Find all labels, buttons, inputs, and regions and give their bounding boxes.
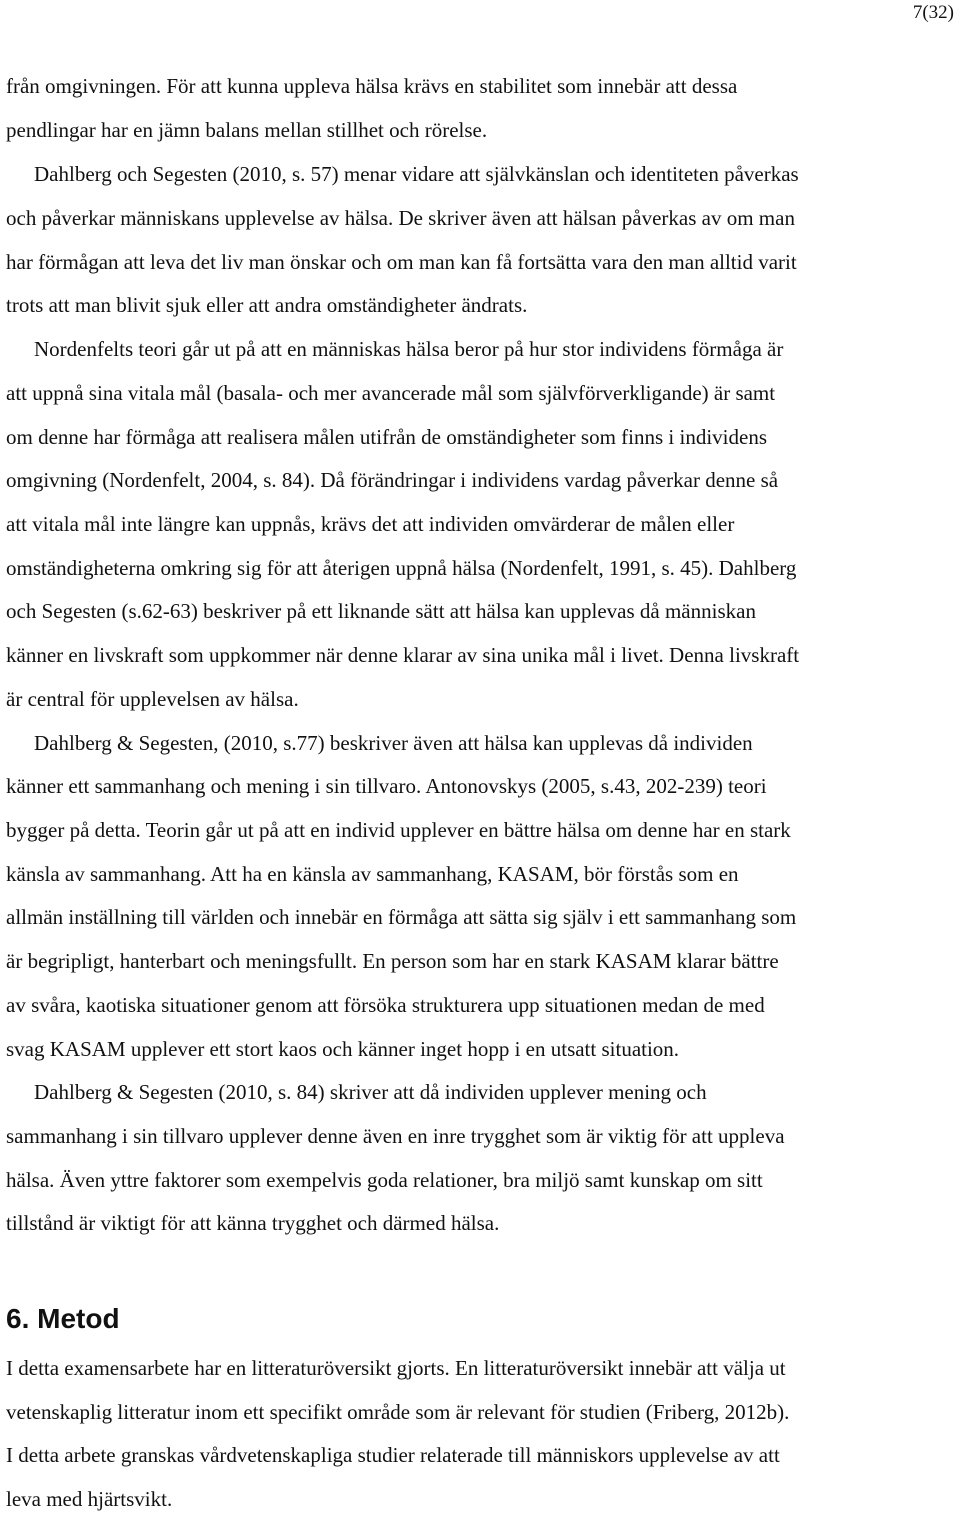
- text-line: om denne har förmåga att realisera målen utifrån de omständigheter som finns i individens: [6, 425, 768, 449]
- text-line: I detta arbete granskas vårdvetenskapliga studier relaterade till människors upplevelse av att: [6, 1443, 780, 1467]
- text-line: att vitala mål inte längre kan uppnås, krävs det att individen omvärderar de målen eller: [6, 512, 735, 536]
- text-line: Nordenfelts teori går ut på att en människas hälsa beror på hur stor individens förmåga är: [34, 337, 784, 361]
- text-line: känsla av sammanhang. Att ha en känsla av sammanhang, KASAM, bör förstås som en: [6, 862, 739, 886]
- text-line: Dahlberg & Segesten (2010, s. 84) skriver att då individen upplever mening och: [34, 1080, 707, 1104]
- text-line: Dahlberg & Segesten, (2010, s.77) beskriver även att hälsa kan upplevas då individen: [34, 731, 753, 755]
- text-line: hälsa. Även yttre faktorer som exempelvis goda relationer, bra miljö samt kunskap om sitt: [6, 1168, 763, 1192]
- text-line: Dahlberg och Segesten (2010, s. 57) menar vidare att självkänslan och identiteten påverkas: [34, 162, 799, 186]
- text-line: känner ett sammanhang och mening i sin tillvaro. Antonovskys (2005, s.43, 202-239) teori: [6, 774, 767, 798]
- text-line: allmän inställning till världen och innebär en förmåga att sätta sig själv i ett sammanhang som: [6, 905, 797, 929]
- text-line: pendlingar har en jämn balans mellan stillhet och rörelse.: [6, 118, 488, 142]
- text-line: är central för upplevelsen av hälsa.: [6, 687, 299, 711]
- text-line: sammanhang i sin tillvaro upplever denne även en inre trygghet som är viktig för att uppleva: [6, 1124, 785, 1148]
- text-line: är begripligt, hanterbart och meningsfullt. En person som har en stark KASAM klarar bättre: [6, 949, 779, 973]
- page-number: 7(32): [912, 2, 954, 23]
- text-line: omständigheterna omkring sig för att återigen uppnå hälsa (Nordenfelt, 1991, s. 45). Dahlberg: [6, 556, 797, 580]
- text-line: omgivning (Nordenfelt, 2004, s. 84). Då förändringar i individens vardag påverkar denne så: [6, 468, 779, 492]
- text-line: har förmågan att leva det liv man önskar och om man kan få fortsätta vara den man alltid varit: [6, 250, 797, 274]
- text-line: leva med hjärtsvikt.: [6, 1487, 173, 1511]
- text-line: trots att man blivit sjuk eller att andra omständigheter ändrats.: [6, 293, 528, 317]
- text-line: känner en livskraft som uppkommer när denne klarar av sina unika mål i livet. Denna livskraft: [6, 643, 800, 667]
- text-line: och påverkar människans upplevelse av hälsa. De skriver även att hälsan påverkas av om man: [6, 206, 795, 230]
- text-line: bygger på detta. Teorin går ut på att en individ upplever en bättre hälsa om denne har en stark: [6, 818, 791, 842]
- text-line: svag KASAM upplever ett stort kaos och känner inget hopp i en utsatt situation.: [6, 1037, 680, 1061]
- text-line: tillstånd är viktigt för att känna trygghet och därmed hälsa.: [6, 1211, 500, 1235]
- text-line: från omgivningen. För att kunna uppleva hälsa krävs en stabilitet som innebär att dessa: [6, 74, 738, 98]
- text-line: vetenskaplig litteratur inom ett specifikt område som är relevant för studien (Friberg, 2012b).: [6, 1400, 790, 1424]
- text-line: att uppnå sina vitala mål (basala- och mer avancerade mål som självförverkligande) är samt: [6, 381, 776, 405]
- section-heading: 6. Metod: [6, 1303, 120, 1334]
- text-line: och Segesten (s.62-63) beskriver på ett liknande sätt att hälsa kan upplevas då människan: [6, 599, 756, 623]
- text-line: I detta examensarbete har en litteraturöversikt gjorts. En litteraturöversikt innebär att välja ut: [6, 1356, 786, 1380]
- text-line: av svåra, kaotiska situationer genom att försöka strukturera upp situationen medan de med: [6, 993, 765, 1017]
